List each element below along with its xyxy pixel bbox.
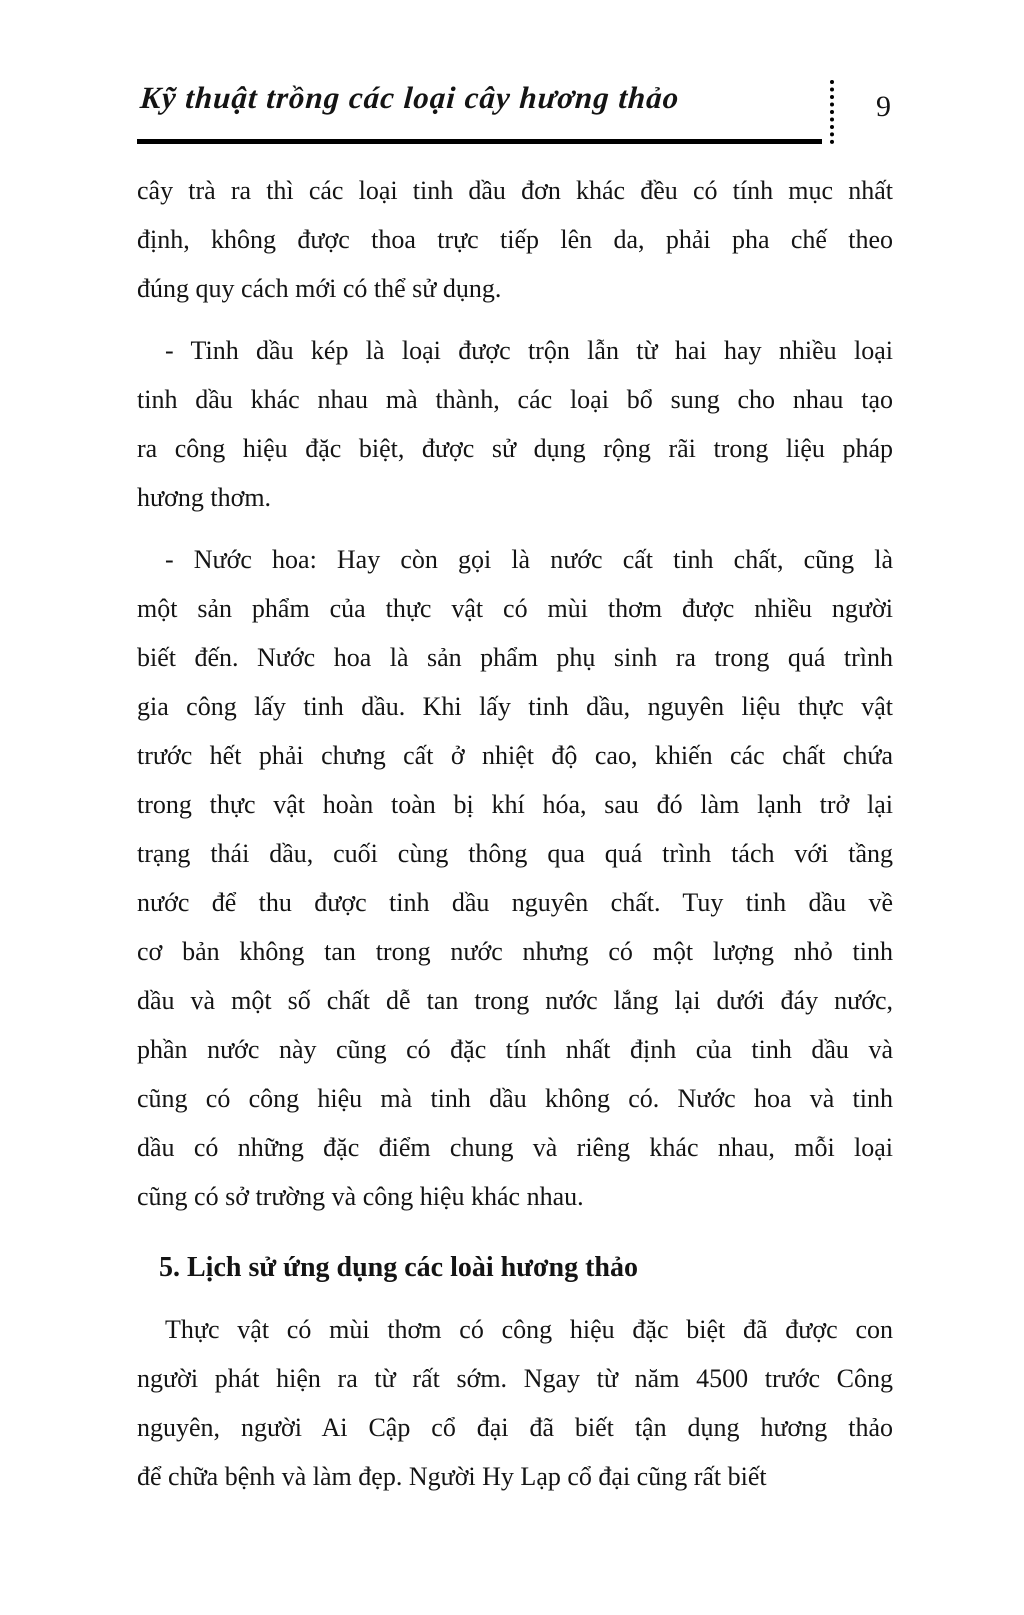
section-heading: 5. Lịch sử ứng dụng các loài hương thảo	[159, 1252, 639, 1283]
text-line: cũng có công hiệu mà tinh dầu không có. Nước hoa và tinh	[137, 1084, 893, 1113]
text-line: cây trà ra thì các loại tinh dầu đơn khác đều có tính mục nhất	[137, 176, 893, 205]
page-number: 9	[876, 90, 891, 123]
paragraph	[137, 166, 893, 313]
text-line: nước để thu được tinh dầu nguyên chất. Tuy tinh dầu về	[137, 888, 893, 917]
text-line: người phát hiện ra từ rất sớm. Ngay từ năm 4500 trước Công	[137, 1364, 893, 1393]
text-line: ra công hiệu đặc biệt, được sử dụng rộng rãi trong liệu pháp	[137, 434, 893, 463]
text-line: một sản phẩm của thực vật có mùi thơm được nhiều người	[137, 594, 893, 623]
text-line: để chữa bệnh và làm đẹp. Người Hy Lạp cổ đại cũng rất biết	[137, 1462, 767, 1491]
text-line: cơ bản không tan trong nước nhưng có một lượng nhỏ tinh	[137, 937, 893, 966]
text-line: dầu và một số chất dễ tan trong nước lắng lại dưới đáy nước,	[137, 986, 893, 1015]
text-line: biết đến. Nước hoa là sản phẩm phụ sinh ra trong quá trình	[137, 643, 893, 672]
paragraph	[137, 1305, 893, 1501]
text-line: trước hết phải chưng cất ở nhiệt độ cao, khiến các chất chứa	[137, 741, 893, 770]
text-line: cũng có sở trường và công hiệu khác nhau.	[137, 1182, 584, 1211]
text-line: tinh dầu khác nhau mà thành, các loại bổ sung cho nhau tạo	[137, 385, 893, 414]
text-line: hương thơm.	[137, 483, 272, 512]
text-line: gia công lấy tinh dầu. Khi lấy tinh dầu, nguyên liệu thực vật	[137, 692, 893, 721]
text-line: đúng quy cách mới có thể sử dụng.	[137, 274, 502, 303]
dotted-divider	[830, 80, 834, 144]
paragraph	[137, 535, 893, 1221]
running-header-title: Kỹ thuật trồng các loại cây hương thảo	[139, 80, 681, 115]
paragraph	[137, 326, 893, 522]
text-line: dầu có những đặc điểm chung và riêng khác nhau, mỗi loại	[137, 1133, 893, 1162]
header-rule	[137, 139, 822, 144]
text-line: - Nước hoa: Hay còn gọi là nước cất tinh chất, cũng là	[165, 545, 893, 574]
text-line: - Tinh dầu kép là loại được trộn lẫn từ hai hay nhiều loại	[165, 336, 893, 365]
text-line: định, không được thoa trực tiếp lên da, phải pha chế theo	[137, 225, 893, 254]
text-line: trong thực vật hoàn toàn bị khí hóa, sau đó làm lạnh trở lại	[137, 790, 893, 819]
text-line: nguyên, người Ai Cập cổ đại đã biết tận dụng hương thảo	[137, 1413, 893, 1442]
text-line: Thực vật có mùi thơm có công hiệu đặc biệt đã được con	[165, 1315, 893, 1344]
text-line: phần nước này cũng có đặc tính nhất định của tinh dầu và	[137, 1035, 893, 1064]
page-body	[137, 166, 893, 1501]
text-line: trạng thái dầu, cuối cùng thông qua quá trình tách với tầng	[137, 839, 893, 868]
